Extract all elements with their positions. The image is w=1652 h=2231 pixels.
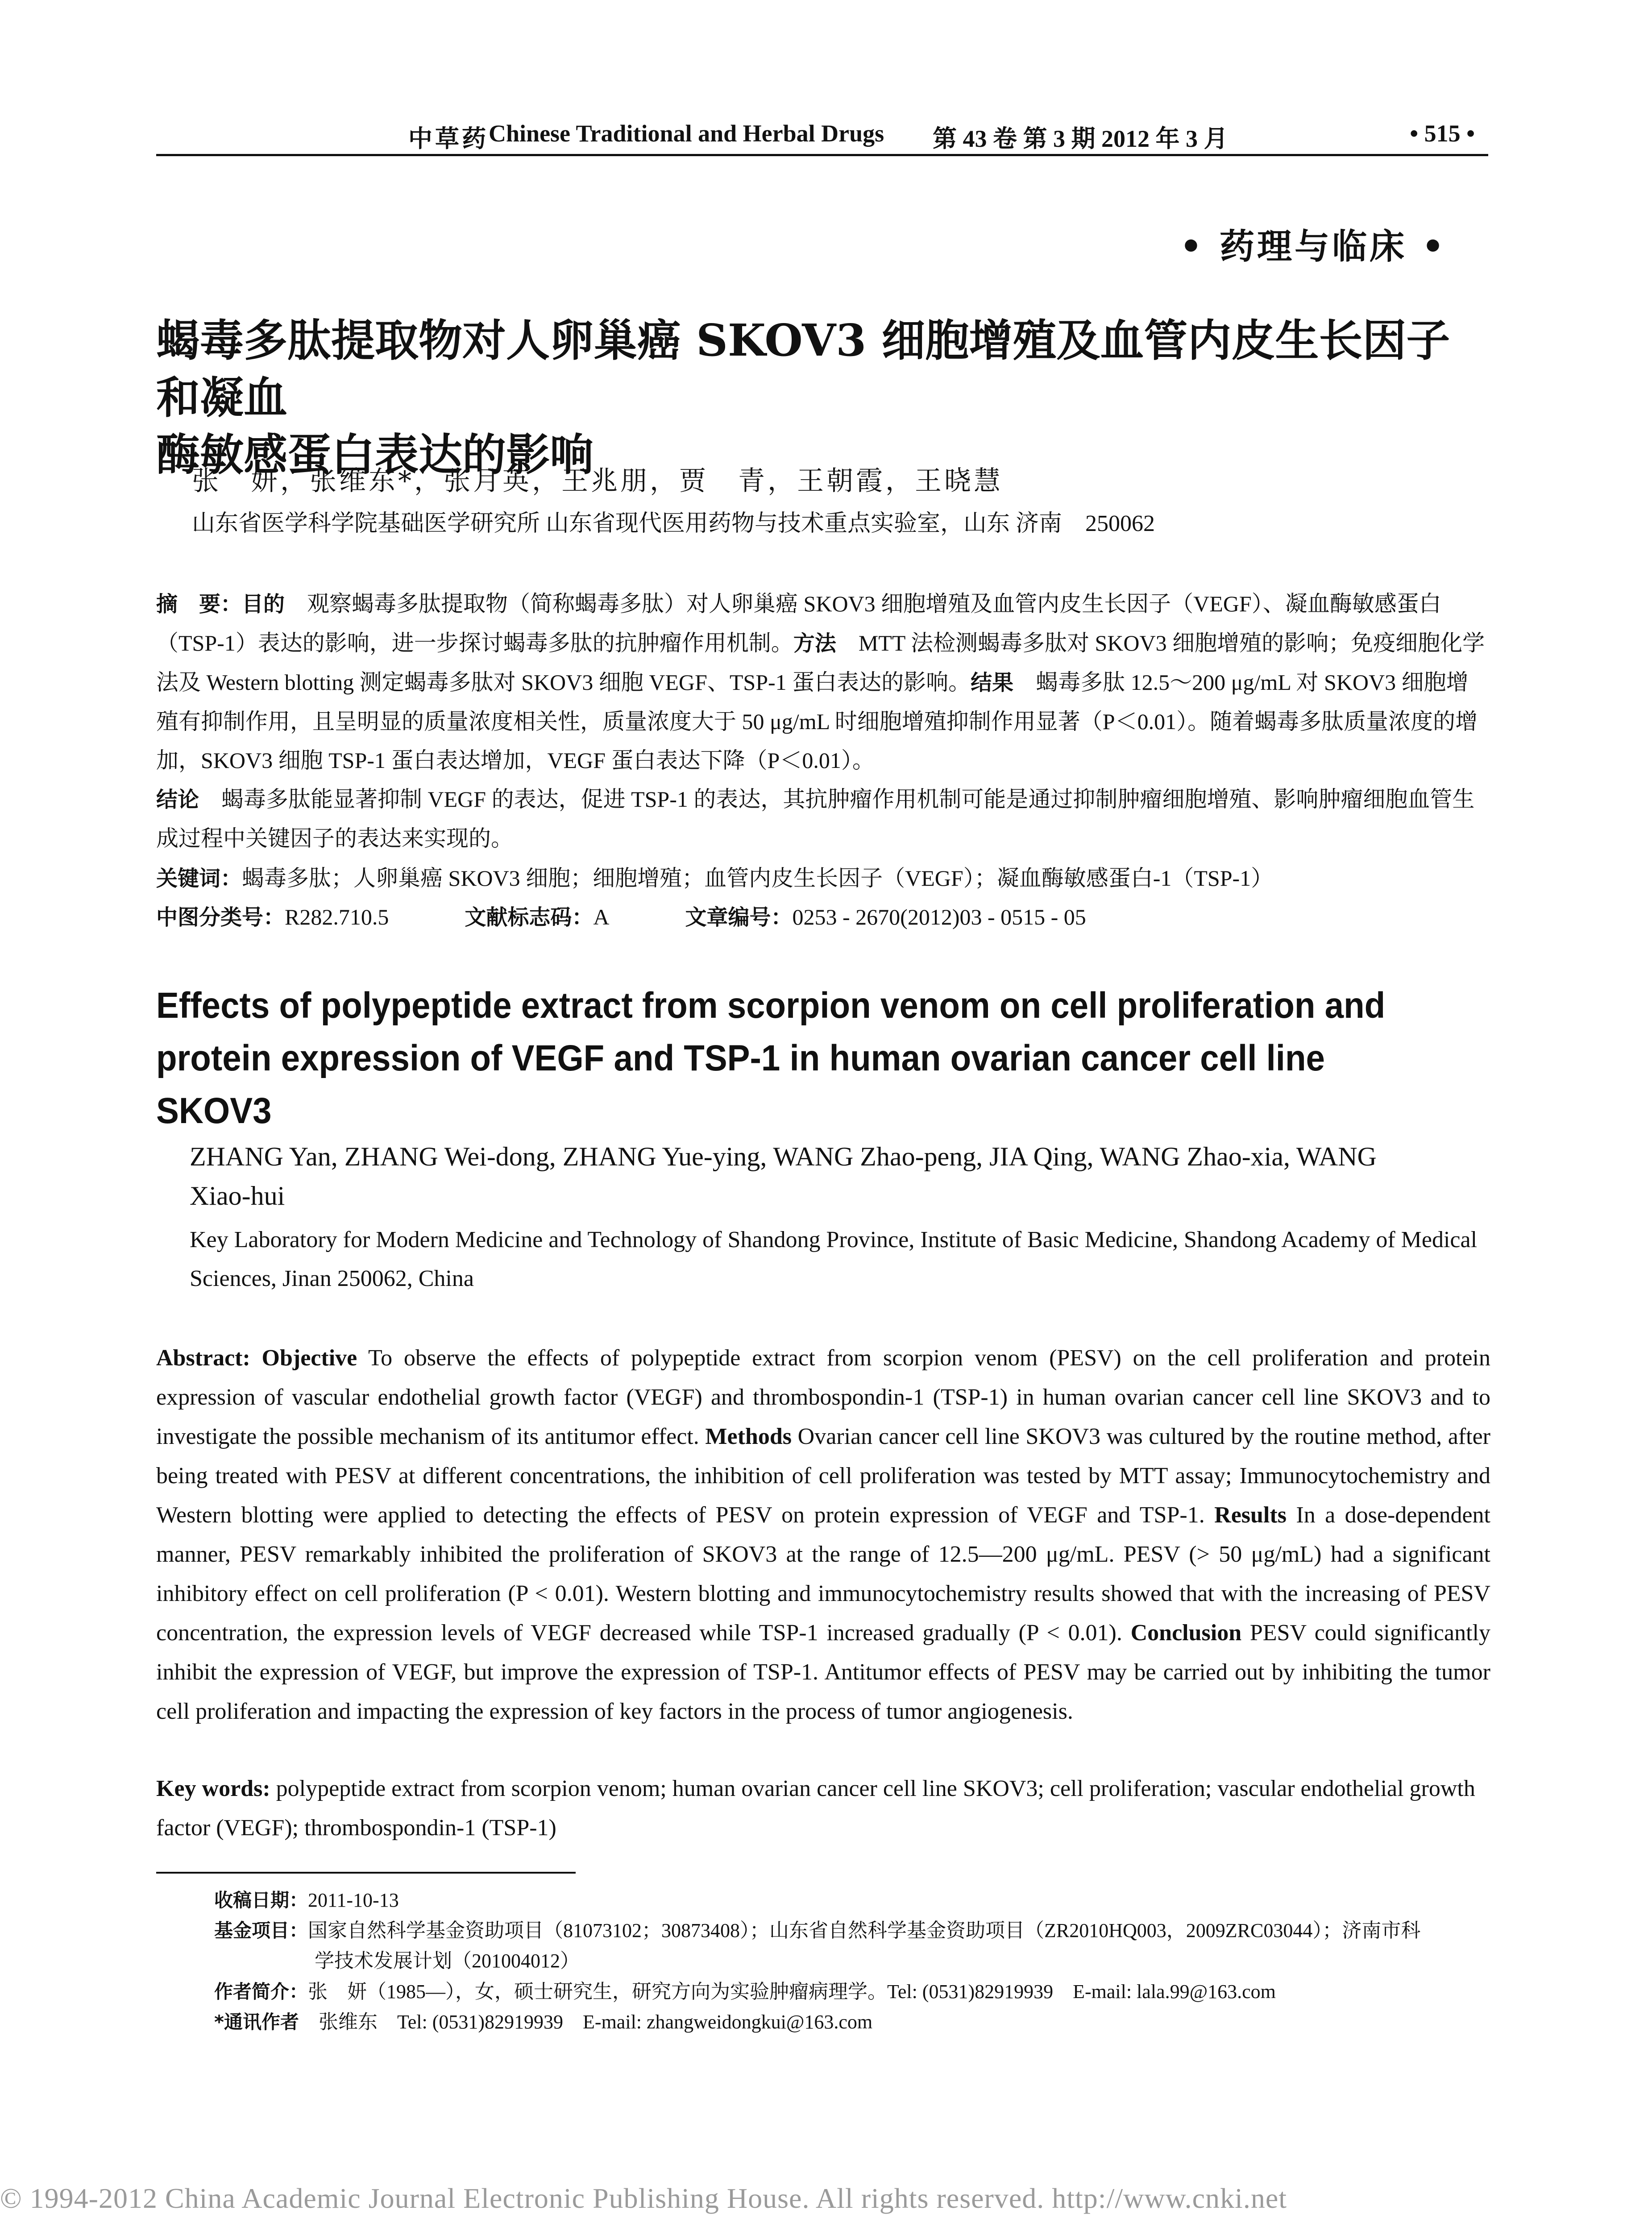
results-en: In a dose-dependent manner, PESV remarkably inhibited the proliferation of SKOV3 at the range of 12.5—200 μg/mL. PESV (> 50 μg/mL) had a significant inhibitory effect on cell proliferation (P < 0.01). Western blotting and immunocytochemistry results showed that with the increasing of PESV concentration, the expression levels of VEGF decreased while TSP-1 increased gradually (P < 0.01).: [156, 1502, 1490, 1646]
conclusion-cn: 蝎毒多肽能显著抑制 VEGF 的表达，促进 TSP-1 的表达，其抗肿瘤作用机制可能是通过抑制肿瘤细胞增殖、影响肿瘤细胞血管生成过程中关键因子的表达来实现的。: [156, 787, 1475, 851]
title-cn-line1: 蝎毒多肽提取物对人卵巢癌 SKOV3 细胞增殖及血管内皮生长因子和凝血: [156, 315, 1450, 423]
conclusion-en: PESV could significantly inhibit the expression of VEGF, but improve the expression of TSP-1. Antitumor effects of PESV may be carried out by inhibiting the tumor cell proliferation and impacting the expression of key factors in the process of tumor angiogenesis.: [156, 1620, 1490, 1724]
results-label-en: Results: [1214, 1502, 1287, 1528]
conclusion-label-cn: 结论: [156, 787, 199, 812]
objective-label-cn: 目的: [242, 592, 285, 617]
authors-cn: 张 妍，张维东*，张月英，王兆朋，贾 青，王朝霞，王晓慧: [192, 465, 1003, 497]
classification-line: [156, 898, 1490, 937]
methods-cn: MTT 法检测蝎毒多肽对 SKOV3 细胞增殖的影响；免疫细胞化学法及 Western blotting 测定蝎毒多肽对 SKOV3 细胞 VEGF、TSP-1 蛋白表达的影响。: [156, 630, 1485, 695]
abstract-cn-label: 摘 要：: [156, 592, 242, 617]
footnote-author: [214, 1977, 1490, 2007]
article-no-value: 0253 - 2670(2012)03 - 0515 - 05: [792, 904, 1086, 929]
methods-en: Ovarian cancer cell line SKOV3 was cultured by the routine method, after being treated with PESV at different concentrations, the inhibition of cell proliferation was tested by MTT assay; Immunocytochemistry and Western blotting were applied to detecting the effects of PESV on protein expression of VEGF and TSP-1.: [156, 1424, 1490, 1528]
affiliation-en: Key Laboratory for Modern Medicine and Technology of Shandong Province, Institute of Basic Medicine, Shandong Academy of Medical Sciences, Jinan 250062, China: [190, 1227, 1478, 1291]
corresponding-info: 张维东 Tel: (0531)82919939 E-mail: zhangweidongkui@163.com: [299, 2011, 873, 2033]
title-en: Effects of polypeptide extract from scorpion venom on cell proliferation and protein expression of VEGF and TSP-1 in human ovarian cancer cell line SKOV3: [156, 985, 1386, 1131]
results-cn: 蝎毒多肽 12.5～200 μg/mL 对 SKOV3 细胞增殖有抑制作用，且呈明显的质量浓度相关性，质量浓度大于 50 μg/mL 时细胞增殖抑制作用显著（P＜0.01）。随着蝎毒多肽质量浓度的增加，SKOV3 细胞 TSP-1 蛋白表达增加，VEGF 蛋白表达下降（P＜0.01）。: [156, 670, 1478, 773]
keywords-cn-label: 关键词：: [156, 866, 242, 891]
keywords-en-label: Key words:: [156, 1776, 270, 1801]
title-cn-line2: 酶敏感蛋白表达的影响: [156, 429, 594, 481]
footnote-received: [214, 1885, 1490, 1916]
journal-name-en: Chinese Traditional and Herbal Drugs: [489, 120, 884, 147]
corresponding-label: *通讯作者: [214, 2011, 299, 2033]
header-rule: [156, 154, 1488, 156]
journal-name-cn: 中草药: [408, 124, 489, 153]
footnote-rule: [156, 1872, 576, 1874]
running-header: [156, 120, 1488, 152]
clc-value: R282.710.5: [285, 904, 389, 929]
keywords-cn: [156, 859, 1490, 898]
methods-label-cn: 方法: [793, 631, 836, 656]
footnote-fund: [214, 1916, 1490, 1976]
received-label: 收稿日期：: [214, 1889, 308, 1911]
doc-code-label: 文献标志码：: [465, 905, 594, 930]
section-label: • 药理与临床 •: [1179, 226, 1447, 267]
keywords-cn-text: 蝎毒多肽；人卵巢癌 SKOV3 细胞；细胞增殖；血管内皮生长因子（VEGF）；凝血酶敏感蛋白-1（TSP-1）: [242, 866, 1274, 891]
clc-label: 中图分类号：: [156, 905, 285, 930]
received-date: 2011-10-13: [308, 1889, 399, 1911]
author-bio: 张 妍（1985—），女，硕士研究生，研究方向为实验肿瘤病理学。Tel: (0531)82919939 E-mail: lala.99@163.com: [308, 1981, 1276, 2003]
keywords-en: [156, 1769, 1490, 1848]
fund-line2: 学技术发展计划（201004012）: [315, 1950, 580, 1972]
affiliation-cn: 山东省医学科学院基础医学研究所 山东省现代医用药物与技术重点实验室，山东 济南 250062: [192, 511, 1155, 536]
author-bio-label: 作者简介：: [214, 1981, 308, 2003]
journal-volume-issue: 第 43 卷 第 3 期 2012 年 3 月: [933, 125, 1228, 152]
objective-en: To observe the effects of polypeptide extract from scorpion venom (PESV) on the cell proliferation and protein expression of vascular endothelial growth factor (VEGF) and thrombospondin-1 (TSP-1) in human ovarian cancer cell line SKOV3 and to investigate the possible mechanism of its antitumor effect.: [156, 1345, 1490, 1449]
abstract-cn: [156, 585, 1490, 858]
title-cn: [156, 312, 1490, 484]
article-no-label: 文章编号：: [685, 905, 793, 930]
authors-en: ZHANG Yan, ZHANG Wei-dong, ZHANG Yue-ying, WANG Zhao-peng, JIA Qing, WANG Zhao-xia, WANG Xiao-hui: [190, 1142, 1377, 1211]
footnote-corresponding: [214, 2007, 1490, 2037]
objective-cn: 观察蝎毒多肽提取物（简称蝎毒多肽）对人卵巢癌 SKOV3 细胞增殖及血管内皮生长因子（VEGF）、凝血酶敏感蛋白（TSP-1）表达的影响，进一步探讨蝎毒多肽的抗肿瘤作用机制。: [156, 591, 1441, 655]
copyright-notice: © 1994-2012 China Academic Journal Electronic Publishing House. All rights reserved. http://www.cnki.net: [0, 2182, 1287, 2214]
methods-label-en: Methods: [705, 1424, 792, 1449]
fund-label: 基金项目：: [214, 1920, 308, 1941]
abstract-en: [156, 1339, 1490, 1731]
keywords-en-text: polypeptide extract from scorpion venom; human ovarian cancer cell line SKOV3; cell proliferation; vascular endothelial growth factor (VEGF); thrombospondin-1 (TSP-1): [156, 1776, 1475, 1841]
conclusion-label-en: Conclusion: [1130, 1620, 1242, 1646]
page-number: • 515 •: [1410, 120, 1475, 147]
doc-code-value: A: [593, 904, 610, 929]
results-label-cn: 结果: [971, 670, 1014, 695]
fund-line1: 国家自然科学基金资助项目（81073102；30873408）；山东省自然科学基金资助项目（ZR2010HQ003，2009ZRC03044）；济南市科: [308, 1920, 1421, 1941]
abstract-en-label: Abstract: Objective: [156, 1345, 357, 1371]
